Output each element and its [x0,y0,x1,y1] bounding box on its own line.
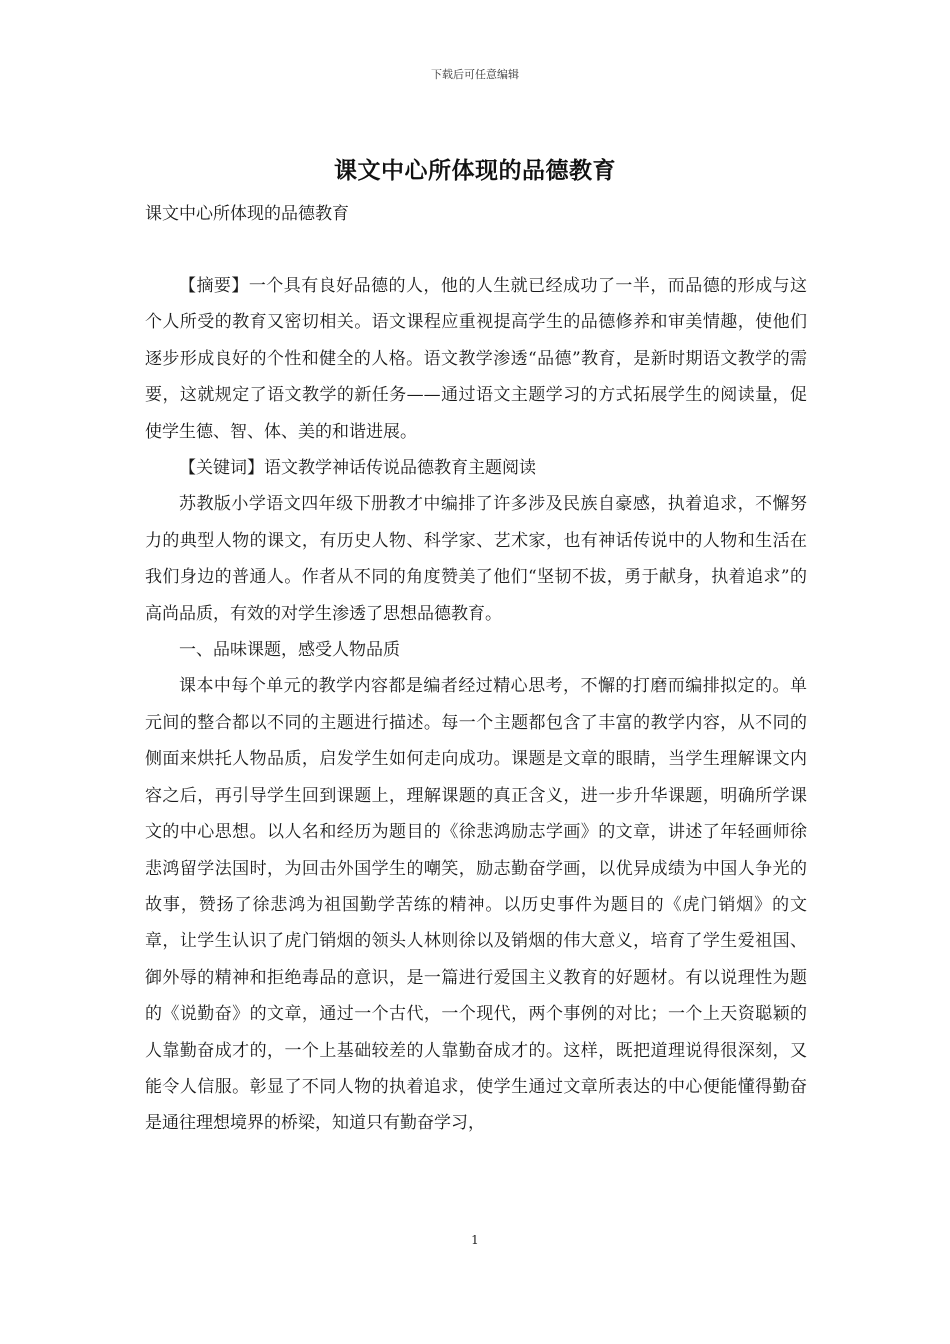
section-paragraph: 课本中每个单元的教学内容都是编者经过精心思考，不懈的打磨而编排拟定的。单元间的整合都以不同的主题进行描述。每一个主题都包含了丰富的教学内容，从不同的侧面来烘托人物品质，启发学生如何走向成功。课题是文章的眼睛，当学生理解课文内容之后，再引导学生回到课题上，理解课题的真正含义，进一步升华课题，明确所学课文的中心思想。以人名和经历为题目的《徐悲鸿励志学画》的文章，讲述了年轻画师徐悲鸿留学法国时，为回击外国学生的嘲笑，励志勤奋学画，以优异成绩为中国人争光的故事，赞扬了徐悲鸿为祖国勤学苦练的精神。以历史事件为题目的《虎门销烟》的文章，让学生认识了虎门销烟的领头人林则徐以及销烟的伟大意义，培育了学生爱祖国、御外辱的精神和拒绝毒品的意识，是一篇进行爱国主义教育的好题材。有以说理性为题的《说勤奋》的文章，通过一个古代，一个现代，两个事例的对比；一个上天资聪颖的人靠勤奋成才的，一个上基础较差的人靠勤奋成才的。这样，既把道理说得很深刻，又能令人信服。彰显了不同人物的执着追求，使学生通过文章所表达的中心便能懂得勤奋是通往理想境界的桥梁，知道只有勤奋学习， [145,676,807,1134]
page-number: 1 [471,1233,479,1247]
abstract-paragraph: 【摘要】一个具有良好品德的人，他的人生就已经成功了一半，而品德的形成与这个人所受的教育又密切相关。语文课程应重视提高学生的品德修养和审美情趣，使他们逐步形成良好的个性和健全的人格。语文教学渗透“品德”教育，是新时期语文教学的需要，这就规定了语文教学的新任务——通过语文主题学习的方式拓展学生的阅读量，促使学生德、智、体、美的和谐进展。 [145,276,807,442]
section-heading: 一、品味课题，感受人物品质 [179,640,400,661]
intro-paragraph: 苏教版小学语文四年级下册教才中编排了许多涉及民族自豪感，执着追求，不懈努力的典型人物的课文，有历史人物、科学家、艺术家，也有神话传说中的人物和生活在我们身边的普通人。作者从不同的角度赞美了他们“坚韧不拔，勇于献身，执着追求”的高尚品质，有效的对学生渗透了思想品德教育。 [145,494,807,624]
body-text [145,268,807,1142]
keywords-paragraph: 【关键词】语文教学神话传说品德教育主题阅读 [179,458,536,479]
header-note: 下载后可任意编辑 [431,68,519,81]
document-subtitle: 课文中心所体现的品德教育 [145,204,349,224]
document-title: 课文中心所体现的品德教育 [334,157,616,184]
